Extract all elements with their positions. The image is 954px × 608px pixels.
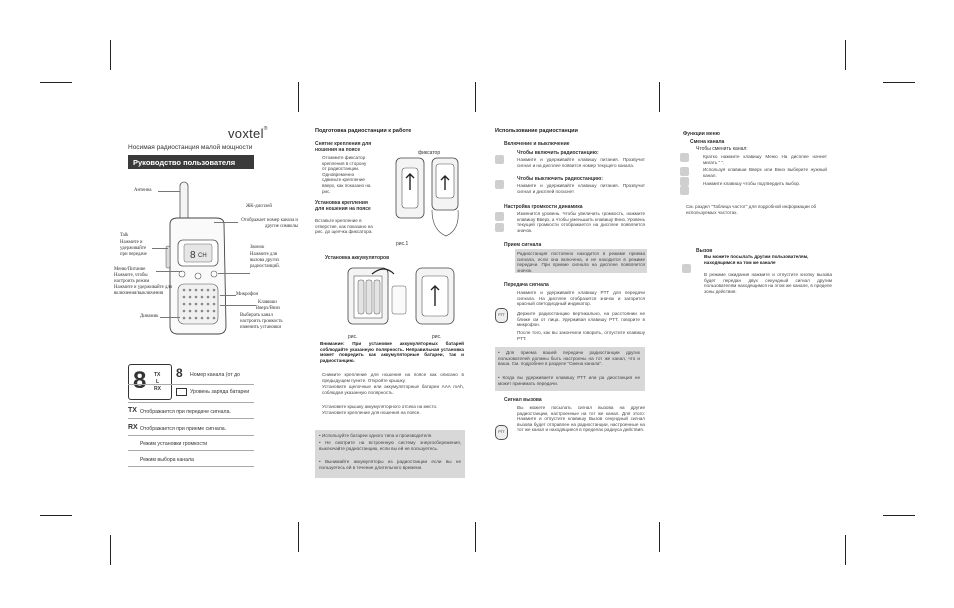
tx-note-2: • Когда вы удерживаете клавишу PTT или ра диостанция не может принимать передачи. bbox=[498, 375, 641, 386]
step-2: Установите щелочные или аккумуляторные батареи AAA mAh, соблюдая указанную полярность. bbox=[322, 384, 464, 395]
up-icon bbox=[680, 167, 689, 176]
down-arrow-icon bbox=[495, 223, 504, 232]
callout-mic: Микрофон bbox=[236, 292, 259, 297]
lcd-l: L bbox=[156, 379, 160, 385]
confirm-icon bbox=[680, 186, 689, 195]
callout-keys-desc2: Выбирать канал bbox=[240, 313, 273, 318]
tx-item-1: Нажмите и удерживайте клавишу PTT для передачи сигнала. На дисплее отобразится значок и загорится красный светодиодный индикатор. bbox=[517, 290, 645, 307]
ptt-icon: PTT bbox=[495, 308, 508, 323]
up-arrow-icon bbox=[495, 212, 504, 221]
tx-note-1: • Для приема вашей передачи радиостанции других пользователей должны быть настроены на тот же канал, что и ваша. См. подробнее в разделе "Смена канала". bbox=[498, 350, 640, 367]
fig-b-label: рис. bbox=[432, 334, 442, 340]
callout-sound-desc2: вызова других bbox=[250, 258, 280, 263]
callout-menu-desc2: настроить режим bbox=[114, 279, 150, 284]
fig1-label: рис.1 bbox=[396, 241, 409, 247]
lcd-rx: RX bbox=[154, 386, 161, 392]
callout-keys: Клавиши bbox=[258, 300, 277, 305]
warning-head: Внимание: При установке аккумуляторных батарей соблюдайте указанную полярность. Неправильная установка может повредить как аккумуляторные батареи, так и радиостанцию. bbox=[320, 341, 464, 363]
callout-keys-desc1: Вверх/Вниз bbox=[256, 306, 280, 311]
callout-antenna: Антенна bbox=[134, 188, 152, 193]
col3-title: Использование радиостанции bbox=[495, 128, 578, 134]
callout-talk-desc3: при передаче bbox=[120, 252, 147, 257]
tx-item-3: После того, как вы закончили говорить, отпустите клавишу PTT. bbox=[517, 330, 645, 341]
col3-notes-box bbox=[495, 347, 645, 391]
call-button-icon bbox=[682, 264, 691, 273]
col4-call-text: В режиме ожидания нажмите и отпустите кнопку вызова будет передан двух секундный сигнал другим пользователям находящимся на этом же канале, в пределе зоны действия. bbox=[704, 272, 832, 294]
clip-head: Снятие крепления для ношения на поясе bbox=[315, 141, 372, 153]
fig-a-label: рис. bbox=[348, 334, 358, 340]
callout-sound: Звонок bbox=[250, 245, 265, 250]
note-3: • Вынимайте аккумуляторы из радиостанции если вы не пользуетесь ей в течение длительного времени. bbox=[319, 459, 461, 470]
off-head: Чтобы выключить радиостанцию: bbox=[517, 176, 603, 182]
battery-head: Установка аккумуляторов bbox=[325, 255, 390, 261]
note-2: • Не смотрите на встроенную систему энергосбережения, выключайте радиостанцию, если вы ей не пользуетесь. bbox=[319, 440, 461, 451]
menu-icon bbox=[680, 153, 689, 162]
callout-sound-desc3: радиостанций. bbox=[250, 264, 280, 269]
title-banner bbox=[128, 155, 254, 169]
col4-call-bold: Вы можете посылать другим пользователям, находящимся на том же канале bbox=[704, 254, 809, 265]
svg-text:8: 8 bbox=[190, 250, 196, 261]
fixator-label: фиксатор bbox=[418, 150, 441, 156]
step-3: Установите крышку аккумуляторного отсека на место. bbox=[322, 404, 438, 409]
callout-talk-desc2: удерживайте bbox=[120, 246, 147, 251]
note-1: • Используйте батареи одного типа и производителя. bbox=[319, 433, 433, 438]
step-4: Установите крепление для ношения на поясе. bbox=[322, 410, 421, 415]
callout-menu-desc4: включения/выключения bbox=[114, 291, 164, 296]
callout-talk-desc1: Нажмите и bbox=[120, 240, 143, 245]
rx-head: Прием сигнала bbox=[504, 242, 542, 248]
step-1: Снимите крепление для ношения на поясе как описано в предыдущем пункте. Откройте крышку. bbox=[322, 372, 464, 383]
off-text: Нажмите и удерживайте клавишу питания. Прозвучит сигнал и дисплей погаснет bbox=[517, 183, 645, 194]
product-subtitle: Носимая радиостанция малой мощности bbox=[128, 144, 253, 151]
channel-head: Смена канала bbox=[690, 139, 725, 145]
col2-notes-box bbox=[315, 430, 465, 478]
col2-title: Подготовка радиостанции к работе bbox=[315, 128, 412, 134]
col4-call-head: Вызов bbox=[696, 248, 713, 254]
lcd-diagram bbox=[128, 364, 172, 400]
rx-text: Радиостанция постоянно находится в режиме приема сигнала, если она включена, и не находится в режиме передачи. При приеме сигнала на дисплее появляется значок. bbox=[517, 251, 645, 273]
power-icon bbox=[495, 155, 504, 164]
callout-menu-desc3: Нажмите и удерживайте для bbox=[114, 285, 173, 290]
channel-step-2: Используя клавиши Вверх или Вниз выберите нужный канал. bbox=[703, 167, 827, 178]
power-off-icon bbox=[495, 180, 504, 189]
radio-illustration bbox=[160, 180, 240, 340]
svg-text:CH: CH bbox=[198, 253, 207, 259]
callout-lcd-desc: Отображает номер канала и другие символы bbox=[241, 218, 298, 229]
on-text: Нажмите и удерживайте клавишу питания. Прозвучит сигнал и на дисплее появится номер текущего канала. bbox=[517, 157, 645, 168]
callout-sound-desc1: Нажмите для bbox=[250, 252, 277, 257]
channel-step-1: Кратко нажмите клавишу Меню На дисплее начнет мигать " ". bbox=[703, 154, 827, 165]
mount-text: Вставьте крепление в отверстие, как показано на рис. до щелчка фиксатора. bbox=[315, 218, 373, 235]
on-head: Чтобы включить радиостанцию: bbox=[517, 150, 599, 156]
callout-speaker: Динамик bbox=[140, 314, 159, 319]
col4-title: Функции меню bbox=[683, 131, 720, 137]
callout-lcd: ЖК-дисплей bbox=[246, 204, 272, 209]
lcd-tx: TX bbox=[154, 372, 161, 378]
channel-intro: Чтобы сменить канал: bbox=[696, 146, 748, 152]
callout-menu: Меню/Питание bbox=[114, 267, 146, 272]
vol-head: Настройка громкости динамика bbox=[504, 204, 583, 210]
banner-label: Руководство пользователя bbox=[133, 158, 236, 167]
table-note: См. раздел "Таблица частот" для подробной информации об используемых частотах. bbox=[686, 204, 817, 215]
tx-item-2: Держите радиостанцию вертикально, на расстоянии не ближе см от лица. Удерживая клавишу PTT, говорите в микрофон. bbox=[517, 311, 645, 328]
call-text: Вы можете посылать сигнал вызова на другие радиостанции, настроенные на тот же канал. Для этого: Нажмите и отпустите клавишу Вызов секундный сигнал вызова будет отправлен на радиостанции, настроенные на тот же канал и находящиеся в пределах радиуса действия. bbox=[517, 405, 645, 433]
mount-head: Установка крепления для ношения на поясе bbox=[315, 200, 371, 212]
callout-keys-desc4: изменить установки bbox=[240, 325, 282, 330]
clip-text: Отожмите фиксатор крепления в сторону от радиостанции. Одновременно сдвиньте крепление вверх, как показано на рис. bbox=[322, 155, 371, 194]
call-head: Сигнал вызова bbox=[504, 397, 542, 403]
brand-logo: voxtel® bbox=[228, 126, 268, 141]
tx-head: Передача сигнала bbox=[504, 282, 549, 288]
clip-illustration bbox=[388, 150, 466, 246]
callout-talk: Talk bbox=[120, 233, 129, 238]
battery-icon bbox=[176, 388, 187, 396]
channel-step-3: Нажмите клавишу чтобы подтвердить выбор. bbox=[703, 181, 801, 186]
battery-illustration bbox=[340, 262, 466, 330]
lcd-digit: 8 bbox=[133, 367, 147, 394]
callout-menu-desc1: Нажмите, чтобы bbox=[114, 273, 148, 278]
down-icon bbox=[680, 177, 689, 186]
callout-keys-desc3: настроить громкость bbox=[240, 319, 283, 324]
vol-text: Изменится уровень. Чтобы увеличить громкость, нажмите клавишу Вверх, а чтобы уменьшить клавишу Вниз. Уровень текущей громкости отображается на дисплее появляется значок. bbox=[517, 211, 645, 233]
call-icon: PTT bbox=[495, 425, 508, 440]
power-head: Включение и выключение bbox=[504, 141, 570, 147]
